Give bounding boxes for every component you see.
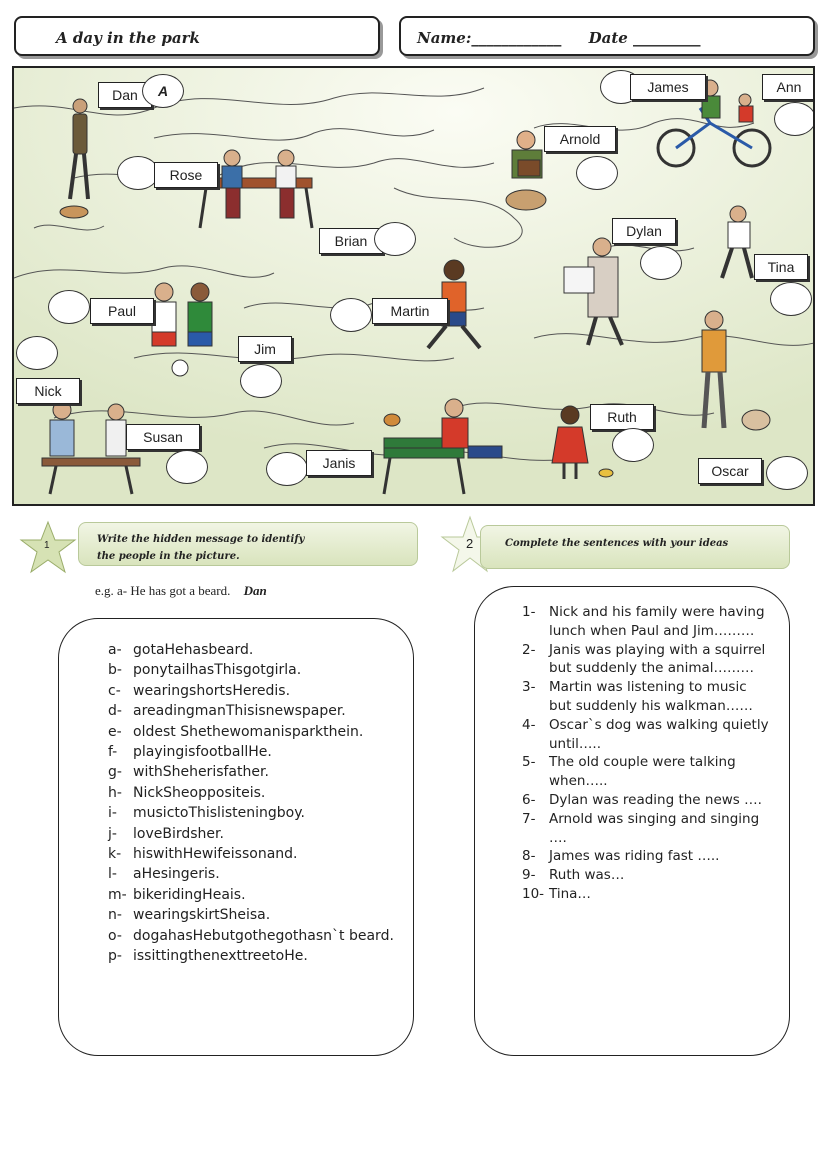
list-item (108, 864, 408, 884)
item-text: oldest Shethewomanisparkthein. (133, 723, 364, 740)
answer-circle-nick[interactable] (16, 336, 58, 370)
item-key: 3- (522, 679, 536, 696)
label-martin: Martin (372, 298, 448, 324)
item-text: Oscar`s dog was walking quietly until….. (549, 716, 769, 752)
list-item (522, 810, 772, 848)
list-item (108, 762, 408, 782)
item-text: areadingmanThisisnewspaper. (133, 703, 346, 720)
dylan-newspaper-figure (562, 233, 652, 348)
label-rose: Rose (154, 162, 218, 188)
answer-circle-tina[interactable] (770, 282, 812, 316)
answer-circle-brian[interactable] (374, 222, 416, 256)
list-item (108, 844, 408, 864)
task1-example (95, 583, 267, 599)
list-item (108, 783, 408, 803)
oscar-dog-figure (684, 308, 774, 438)
list-item (108, 885, 408, 905)
list-item (108, 701, 408, 721)
label-ann: Ann (762, 74, 815, 100)
item-text: NickSheoppositeis. (133, 784, 266, 801)
list-item (108, 905, 408, 925)
item-key: 6- (522, 791, 536, 808)
item-key: a- (108, 642, 122, 658)
task2-instruction-bar (480, 525, 790, 569)
label-oscar: Oscar (698, 458, 762, 484)
item-text: ponytailhasThisgotgirla. (133, 662, 302, 679)
item-key: p- (108, 948, 122, 965)
label-paul: Paul (90, 298, 154, 324)
answer-circle-martin[interactable] (330, 298, 372, 332)
item-text: James was riding fast ….. (549, 848, 720, 865)
item-key: 5- (522, 754, 536, 771)
list-item (108, 660, 408, 680)
list-item (522, 866, 772, 885)
item-text: issittingthenexttreetoHe. (133, 948, 308, 965)
item-key: n- (108, 907, 122, 924)
answer-circle-paul[interactable] (48, 290, 90, 324)
item-key: b- (108, 662, 122, 679)
item-text: dogahasHebutgothegothasn`t beard. (133, 927, 394, 944)
item-key: 9- (522, 867, 536, 884)
label-nick: Nick (16, 378, 80, 404)
answer-circle-oscar[interactable] (766, 456, 808, 490)
label-brian: Brian (319, 228, 383, 254)
item-text: wearingshortsHeredis. (133, 682, 291, 699)
list-item (522, 678, 772, 716)
answer-circle-jim[interactable] (240, 364, 282, 398)
label-ruth: Ruth (590, 404, 654, 430)
date-field[interactable]: Date _________ (588, 29, 701, 47)
item-key: d- (108, 703, 122, 720)
item-text: The old couple were talking when….. (549, 754, 736, 790)
list-item (522, 603, 772, 641)
item-text: Ruth was… (549, 867, 625, 884)
answer-circle-susan[interactable] (166, 450, 208, 484)
task2-instruction: Complete the sentences with your ideas (505, 538, 729, 549)
task1-example-answer: Dan (243, 583, 267, 598)
answer-circle-dylan[interactable] (640, 246, 682, 280)
item-text: gotaHehasbeard. (133, 642, 254, 658)
item-text: Arnold was singing and singing …. (549, 810, 760, 846)
janis-squirrel-bench-figure (374, 398, 514, 498)
label-susan: Susan (126, 424, 200, 450)
item-key: 1- (522, 604, 536, 620)
item-key: e- (108, 723, 122, 740)
list-item (108, 926, 408, 946)
list-item (108, 742, 408, 762)
item-key: k- (108, 846, 122, 863)
worksheet-title: A day in the park (14, 16, 380, 56)
item-text: Tina… (549, 885, 591, 902)
list-item (522, 847, 772, 866)
item-key: 8- (522, 848, 536, 865)
task1-instruction-bar (78, 522, 418, 566)
item-key: h- (108, 784, 122, 801)
item-text: Martin was listening to music but suddenly his walkman…… (549, 679, 753, 714)
item-key: 7- (522, 810, 536, 827)
label-janis: Janis (306, 450, 372, 476)
item-text: withSheherisfather. (133, 764, 269, 781)
list-item (108, 681, 408, 701)
item-key: l- (108, 866, 117, 883)
name-date-box (399, 16, 815, 56)
item-text: loveBirdsher. (133, 825, 224, 842)
task1-example-text: e.g. a- He has got a beard. (95, 583, 231, 598)
item-text: aHesingeris. (133, 866, 220, 883)
item-key: 4- (522, 716, 536, 733)
answer-circle-dan[interactable]: A (142, 74, 184, 108)
item-text: bikeridingHeais. (133, 886, 246, 903)
answer-circle-ann[interactable] (774, 102, 815, 136)
item-text: Janis was playing with a squirrel but suddenly the animal……… (549, 641, 766, 677)
list-item (522, 753, 772, 791)
item-key: o- (108, 927, 122, 944)
dan-with-dog-figure (56, 94, 106, 224)
item-key: m- (108, 886, 127, 903)
answer-circle-rose[interactable] (117, 156, 159, 190)
item-text: playingisfootballHe. (133, 744, 272, 761)
task1-instruction-line2: the people in the picture. (97, 551, 240, 562)
item-text: hiswithHewifeissonand. (133, 846, 298, 863)
label-jim: Jim (238, 336, 292, 362)
item-text: Dylan was reading the news …. (549, 791, 762, 808)
item-text: musictoThislisteningboy. (133, 805, 305, 822)
task1-list (108, 640, 408, 967)
answer-circle-arnold[interactable] (576, 156, 618, 190)
item-key: 2- (522, 641, 536, 658)
item-key: j- (108, 825, 117, 842)
task2-list (522, 603, 772, 904)
label-dan: Dan (98, 82, 152, 108)
label-james: James (630, 74, 706, 100)
item-key: g- (108, 764, 122, 781)
item-text: Nick and his family were having lunch when Paul and Jim……… (549, 604, 765, 639)
item-key: 10- (522, 885, 545, 902)
list-item (108, 722, 408, 742)
task2-number: 2 (466, 536, 474, 551)
label-dylan: Dylan (612, 218, 676, 244)
name-field[interactable]: Name:____________ (417, 29, 562, 47)
list-item (522, 641, 772, 679)
park-scene (12, 66, 815, 506)
item-key: c- (108, 682, 121, 699)
list-item (108, 803, 408, 823)
item-key: i- (108, 805, 117, 822)
list-item (522, 885, 772, 904)
list-item (108, 946, 408, 966)
answer-circle-janis[interactable] (266, 452, 308, 486)
task1-number: 1 (44, 540, 50, 551)
label-arnold: Arnold (544, 126, 616, 152)
list-item (108, 824, 408, 844)
list-item (108, 640, 408, 660)
list-item (522, 716, 772, 754)
label-tina: Tina (754, 254, 808, 280)
answer-circle-ruth[interactable] (612, 428, 654, 462)
item-key: f- (108, 744, 118, 761)
list-item (522, 791, 772, 810)
task1-instruction-line1: Write the hidden message to identify (97, 534, 305, 545)
item-text: wearingskirtSheisa. (133, 907, 271, 924)
paul-jim-football-figure (134, 278, 234, 378)
